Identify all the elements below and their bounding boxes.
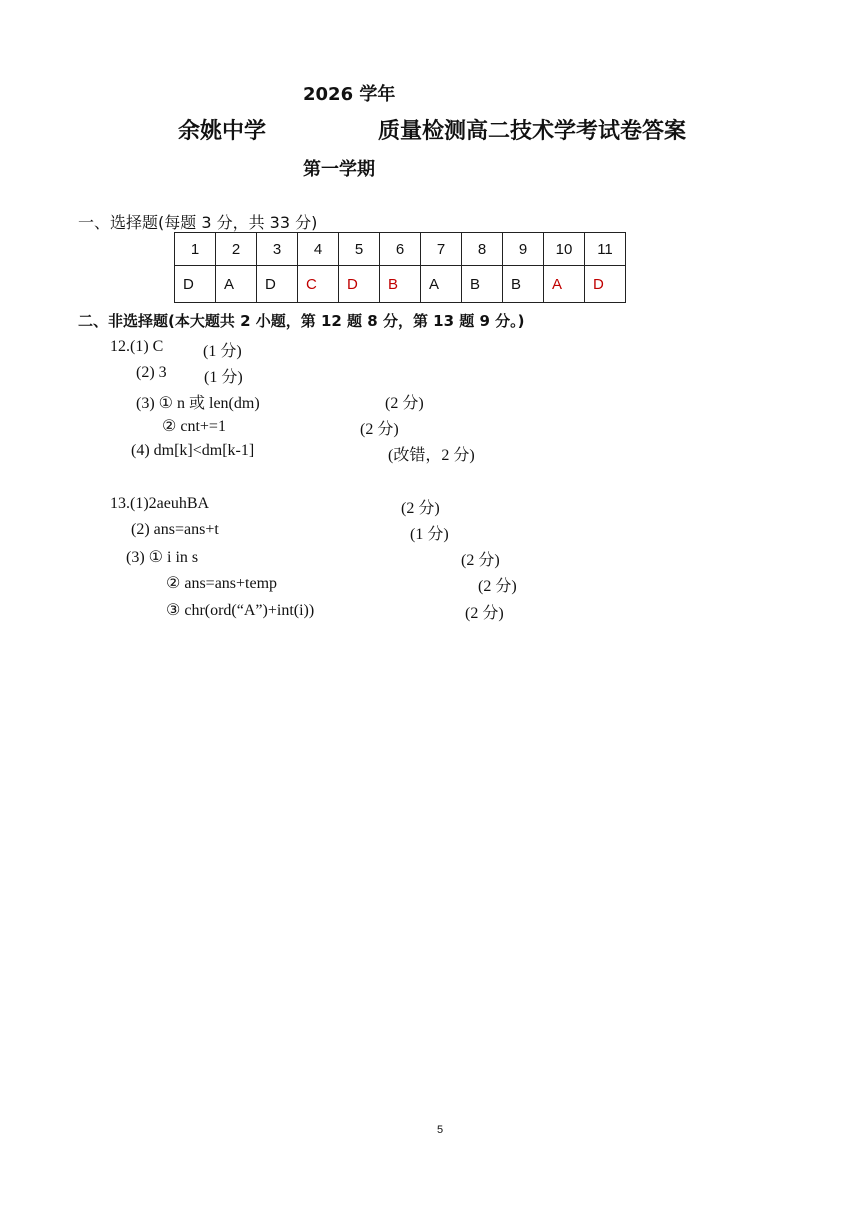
q13-part3-2-score: (2 分) (478, 578, 517, 595)
q12-part4-answer: (4) dm[k]<dm[k-1] (131, 442, 255, 459)
section1-heading: 一、选择题(每题 3 分，共 33 分) (78, 213, 318, 232)
q12-part2-score: (1 分) (204, 369, 243, 386)
q13-part3-3-answer: ③ chr(ord(“A”)+int(i)) (166, 602, 315, 619)
question-number: 2 (216, 233, 257, 266)
answer-cell: A (544, 266, 585, 303)
q13-part2-answer: (2) ans=ans+t (131, 521, 219, 538)
q13-part1-answer: 13.(1)2aeuhBA (110, 495, 210, 512)
question-number: 4 (298, 233, 339, 266)
answer-cell: D (257, 266, 298, 303)
q12-part1-answer: 12.(1) C (110, 338, 164, 355)
q13-part3-3-score: (2 分) (465, 605, 504, 622)
q12-part2-answer: (2) 3 (136, 364, 167, 381)
q12-part3-1-score: (2 分) (385, 395, 424, 412)
answer-table (174, 232, 626, 303)
q12-part3-1-answer: (3) ① n 或 len(dm) (136, 395, 260, 412)
question-number: 6 (380, 233, 421, 266)
school-name: 余姚中学 (178, 119, 267, 144)
question-number: 10 (544, 233, 585, 266)
question-number: 9 (503, 233, 544, 266)
answer-cell: B (503, 266, 544, 303)
question-number: 11 (585, 233, 626, 266)
q13-part2-score: (1 分) (410, 526, 449, 543)
answer-cell: D (585, 266, 626, 303)
answer-cell: D (339, 266, 380, 303)
question-number: 8 (462, 233, 503, 266)
answer-table-answers (175, 266, 626, 303)
q12-part3-2-answer: ② cnt+=1 (162, 418, 226, 435)
question-number: 7 (421, 233, 462, 266)
answer-table-numbers (175, 233, 626, 266)
q13-part1-score: (2 分) (401, 500, 440, 517)
answer-cell: C (298, 266, 339, 303)
answer-cell: A (216, 266, 257, 303)
answer-cell: B (462, 266, 503, 303)
exam-year: 2026 学年 (303, 84, 396, 105)
question-number: 3 (257, 233, 298, 266)
page-title: 质量检测高二技术学考试卷答案 (378, 119, 687, 144)
answer-cell: B (380, 266, 421, 303)
answer-cell: A (421, 266, 462, 303)
question-number: 5 (339, 233, 380, 266)
q13-part3-1-score: (2 分) (461, 552, 500, 569)
page-number: 5 (437, 1124, 444, 1136)
q12-part3-2-score: (2 分) (360, 421, 399, 438)
question-number: 1 (175, 233, 216, 266)
q12-part1-score: (1 分) (203, 343, 242, 360)
answer-cell: D (175, 266, 216, 303)
q13-part3-2-answer: ② ans=ans+temp (166, 575, 278, 592)
q12-part4-score: (改错，2 分) (388, 447, 475, 464)
exam-term: 第一学期 (303, 159, 375, 180)
section2-heading: 二、非选择题(本大题共 2 小题，第 12 题 8 分，第 13 题 9 分。) (78, 312, 525, 330)
q13-part3-1-answer: (3) ① i in s (126, 549, 199, 566)
